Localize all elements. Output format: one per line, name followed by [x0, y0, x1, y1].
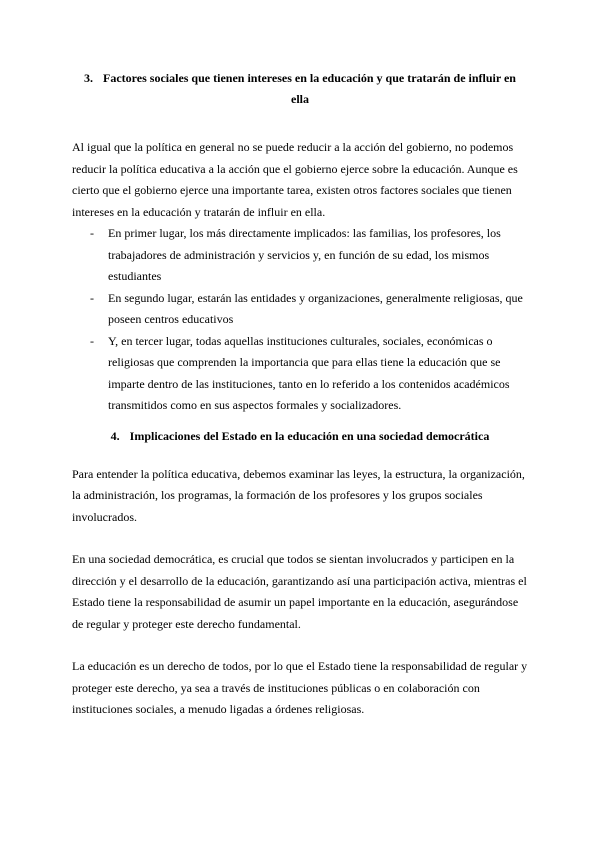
list-item-text: En primer lugar, los más directamente implicados: las familias, los profesores, los trabajadores de administración y servicios y, en función de su edad, los mismos estudiantes	[108, 226, 501, 283]
list-item-text: En segundo lugar, estarán las entidades y organizaciones, generalmente religiosas, que poseen centros educativos	[108, 290, 523, 326]
section-3-number: 3.	[84, 71, 94, 85]
section-4-heading	[72, 426, 528, 447]
list-item	[72, 331, 528, 417]
list-bullet: -	[90, 333, 94, 348]
list-item	[72, 288, 528, 331]
list-item-text: Y, en tercer lugar, todas aquellas instituciones culturales, sociales, económicas o religiosas que comprenden la importancia que para ellas tiene la educación que se imparte dentro de las instituciones, tanto en lo referido a los contenidos académicos transmitidos como en sus aspectos formales y socializadores.	[108, 333, 510, 412]
section-4-title: Implicaciones del Estado en la educación en una sociedad democrática	[129, 428, 490, 443]
list-bullet: -	[90, 290, 94, 305]
document-page	[72, 62, 528, 721]
section-3-bullet-list	[72, 223, 528, 417]
list-item	[72, 223, 528, 288]
section-3-heading	[72, 68, 528, 110]
section-4-paragraph-3: La educación es un derecho de todos, por lo que el Estado tiene la responsabilidad de regular y proteger este derecho, ya sea a través de instituciones públicas o en colaboración con instituciones sociales, a menudo ligadas a órdenes religiosas.	[72, 659, 528, 716]
section-3-title: Factores sociales que tienen intereses en la educación y que tratarán de influir en ella	[103, 71, 516, 106]
section-4-paragraph-2: En una sociedad democrática, es crucial que todos se sientan involucrados y participen en la dirección y el desarrollo de la educación, garantizando así una participación activa, mientras el Estado tiene la responsabilidad de asumir un papel importante en la educación, asegurándose de regular y proteger este derecho fundamental.	[72, 552, 527, 631]
section-4-number: 4.	[110, 428, 120, 443]
section-4-paragraph-1: Para entender la política educativa, debemos examinar las leyes, la estructura, la organización, la administración, los programas, la formación de los profesores y los grupos sociales involucrados.	[72, 466, 525, 524]
section-3-intro: Al igual que la política en general no se puede reducir a la acción del gobierno, no podemos reducir la política educativa a la acción que el gobierno ejerce sobre la educación. Aunque es cierto que el gobierno ejerce una importante tarea, existen otros factores sociales que tienen intereses en la educación y tratarán de influir en ella.	[72, 140, 518, 219]
list-bullet: -	[90, 226, 94, 240]
